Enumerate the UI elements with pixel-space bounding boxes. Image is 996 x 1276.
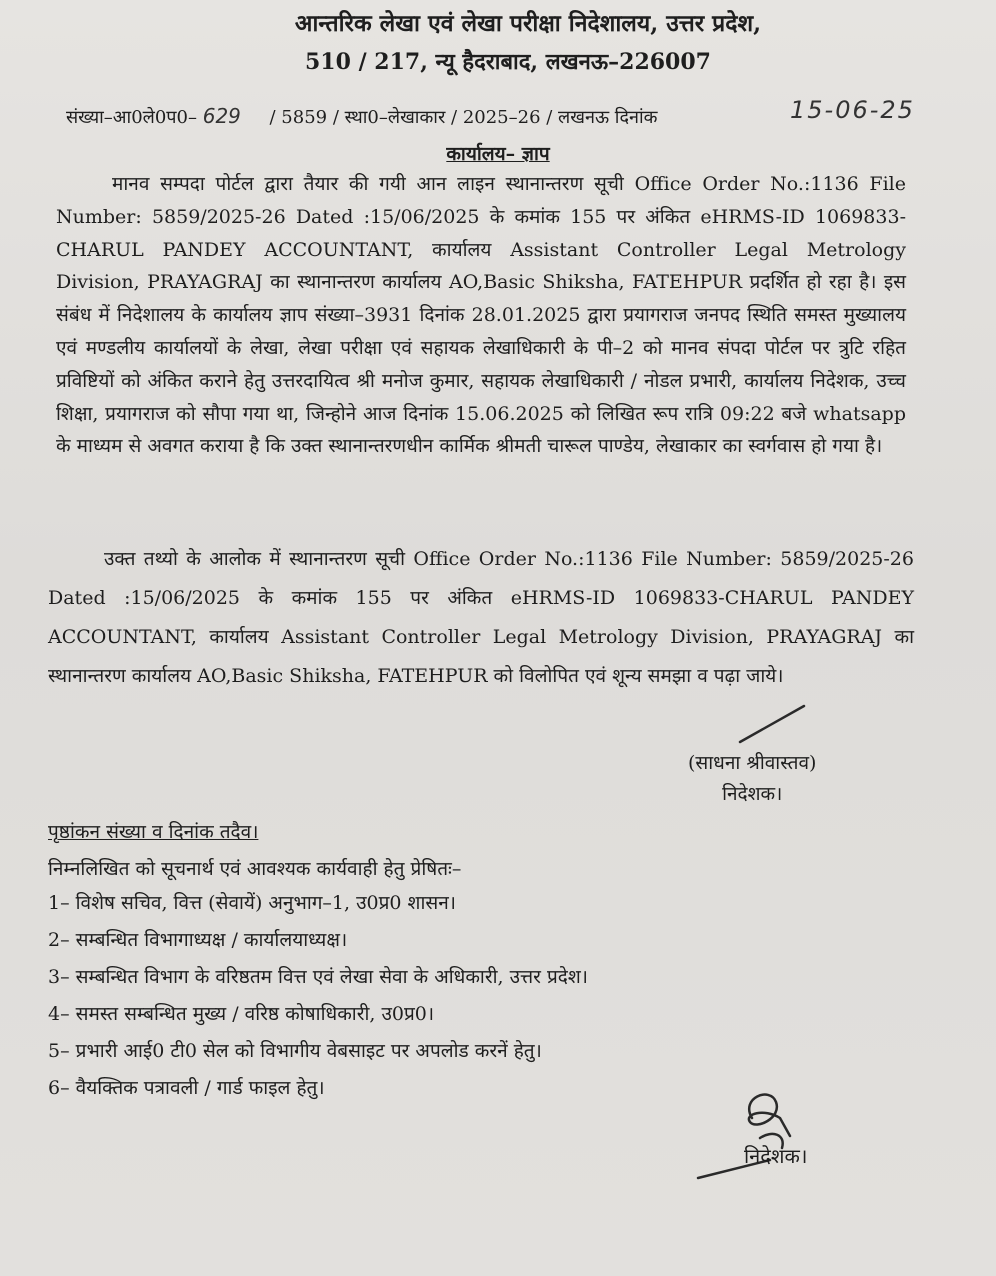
reference-line [66, 104, 658, 129]
list-item: 4– समस्त सम्बन्धित मुख्य / वरिष्ठ कोषाधिकारी, उ0प्र0। [48, 1003, 435, 1025]
list-item: 5– प्रभारी आई0 टी0 सेल को विभागीय वेबसाइट पर अपलोड करनें हेतु। [48, 1040, 542, 1062]
list-item: 1– विशेष सचिव, वित्त (सेवायें) अनुभाग–1, उ0प्र0 शासन। [48, 892, 456, 914]
letterhead-address: 510 / 217, न्यू हैदराबाद, लखनऊ–226007 [305, 49, 711, 75]
list-item: 3– सम्बन्धित विभाग के वरिष्ठतम वित्त एवं लेखा सेवा के अधिकारी, उत्तर प्रदेश। [48, 966, 588, 988]
final-designation: निदेशक। [744, 1144, 808, 1168]
signature-block [688, 748, 816, 810]
list-item: 6– वैयक्तिक पत्रावली / गार्ड फाइल हेतु। [48, 1077, 325, 1099]
endorsement-intro: निम्नलिखित को सूचनार्थ एवं आवश्यक कार्यवाही हेतु प्रेषितः– [48, 858, 462, 880]
signature-stroke [700, 700, 810, 750]
body-paragraph-1: मानव सम्पदा पोर्टल द्वारा तैयार की गयी आन लाइन स्थानान्तरण सूची Office Order No.:1136 File Number: 5859/2025-26 Dated :15/06/2025 के कमांक 155 पर अंकित eHRMS-ID 1069833-CHARUL PANDEY ACCOUNTANT, कार्यालय Assistant Controller Legal Metrology Division, PRAYAGRAJ का स्थानान्तरण कार्यालय AO,Basic Shiksha, FATEHPUR प्रदर्शित हो रहा है। इस संबंध में निदेशालय के कार्यालय ज्ञाप संख्या–3931 दिनांक 28.01.2025 द्वारा प्रयागराज जनपद स्थिति समस्त मुख्यालय एवं मण्डलीय कार्यालयों के लेखा, लेखा परीक्षा एवं सहायक लेखाधिकारी के पी–2 को मानव संपदा पोर्टल पर त्रुटि रहित प्रविष्टियों को अंकित कराने हेतु उत्तरदायित्व श्री मनोज कुमार, सहायक लेखाधिकारी / नोडल प्रभारी, कार्यालय निदेशक, उच्च शिक्षा, प्रयागराज को सौपा गया था, जिन्होने आज दिनांक 15.06.2025 को लिखित रूप रात्रि 09:22 बजे whatsapp के माध्यम से अवगत कराया है कि उक्त स्थानान्तरणधीन कार्मिक श्रीमती चारूल पाण्डेय, लेखाकार का स्वर्गवास हो गया है। [56, 173, 906, 458]
endorsement-title: पृष्ठांकन संख्या व दिनांक तदैव। [48, 821, 259, 843]
office-memo-title: कार्यालय– ज्ञाप [446, 143, 550, 165]
body-paragraph-2: उक्त तथ्यो के आलोक में स्थानान्तरण सूची Office Order No.:1136 File Number: 5859/2025-26 Dated :15/06/2025 के कमांक 155 पर अंकित eHRMS-ID 1069833-CHARUL PANDEY ACCOUNTANT, कार्यालय Assistant Controller Legal Metrology Division, PRAYAGRAJ का स्थानान्तरण कार्यालय AO,Basic Shiksha, FATEHPUR को विलोपित एवं शून्य समझा व पढ़ा जाये। [48, 548, 914, 687]
signatory-name: (साधना श्रीवास्तव) [688, 752, 817, 774]
list-item: 2– सम्बन्धित विभागाध्यक्ष / कार्यालयाध्यक्ष। [48, 929, 348, 951]
letterhead-office-name: आन्तरिक लेखा एवं लेखा परीक्षा निदेशालय, उत्तर प्रदेश, [294, 10, 762, 37]
signatory-designation: निदेशक। [722, 783, 783, 805]
reference-number-handwritten: 629 [202, 104, 241, 128]
distribution-list [48, 885, 588, 1107]
reference-prefix: संख्या–आ0ले0प0– [66, 107, 197, 128]
reference-rest: / 5859 / स्था0–लेखाकार / 2025–26 / लखनऊ दिनांक [269, 107, 658, 128]
reference-date-handwritten: 15-06-25 [790, 96, 915, 124]
letterhead [46, 0, 950, 76]
handwritten-signature [690, 1078, 840, 1188]
